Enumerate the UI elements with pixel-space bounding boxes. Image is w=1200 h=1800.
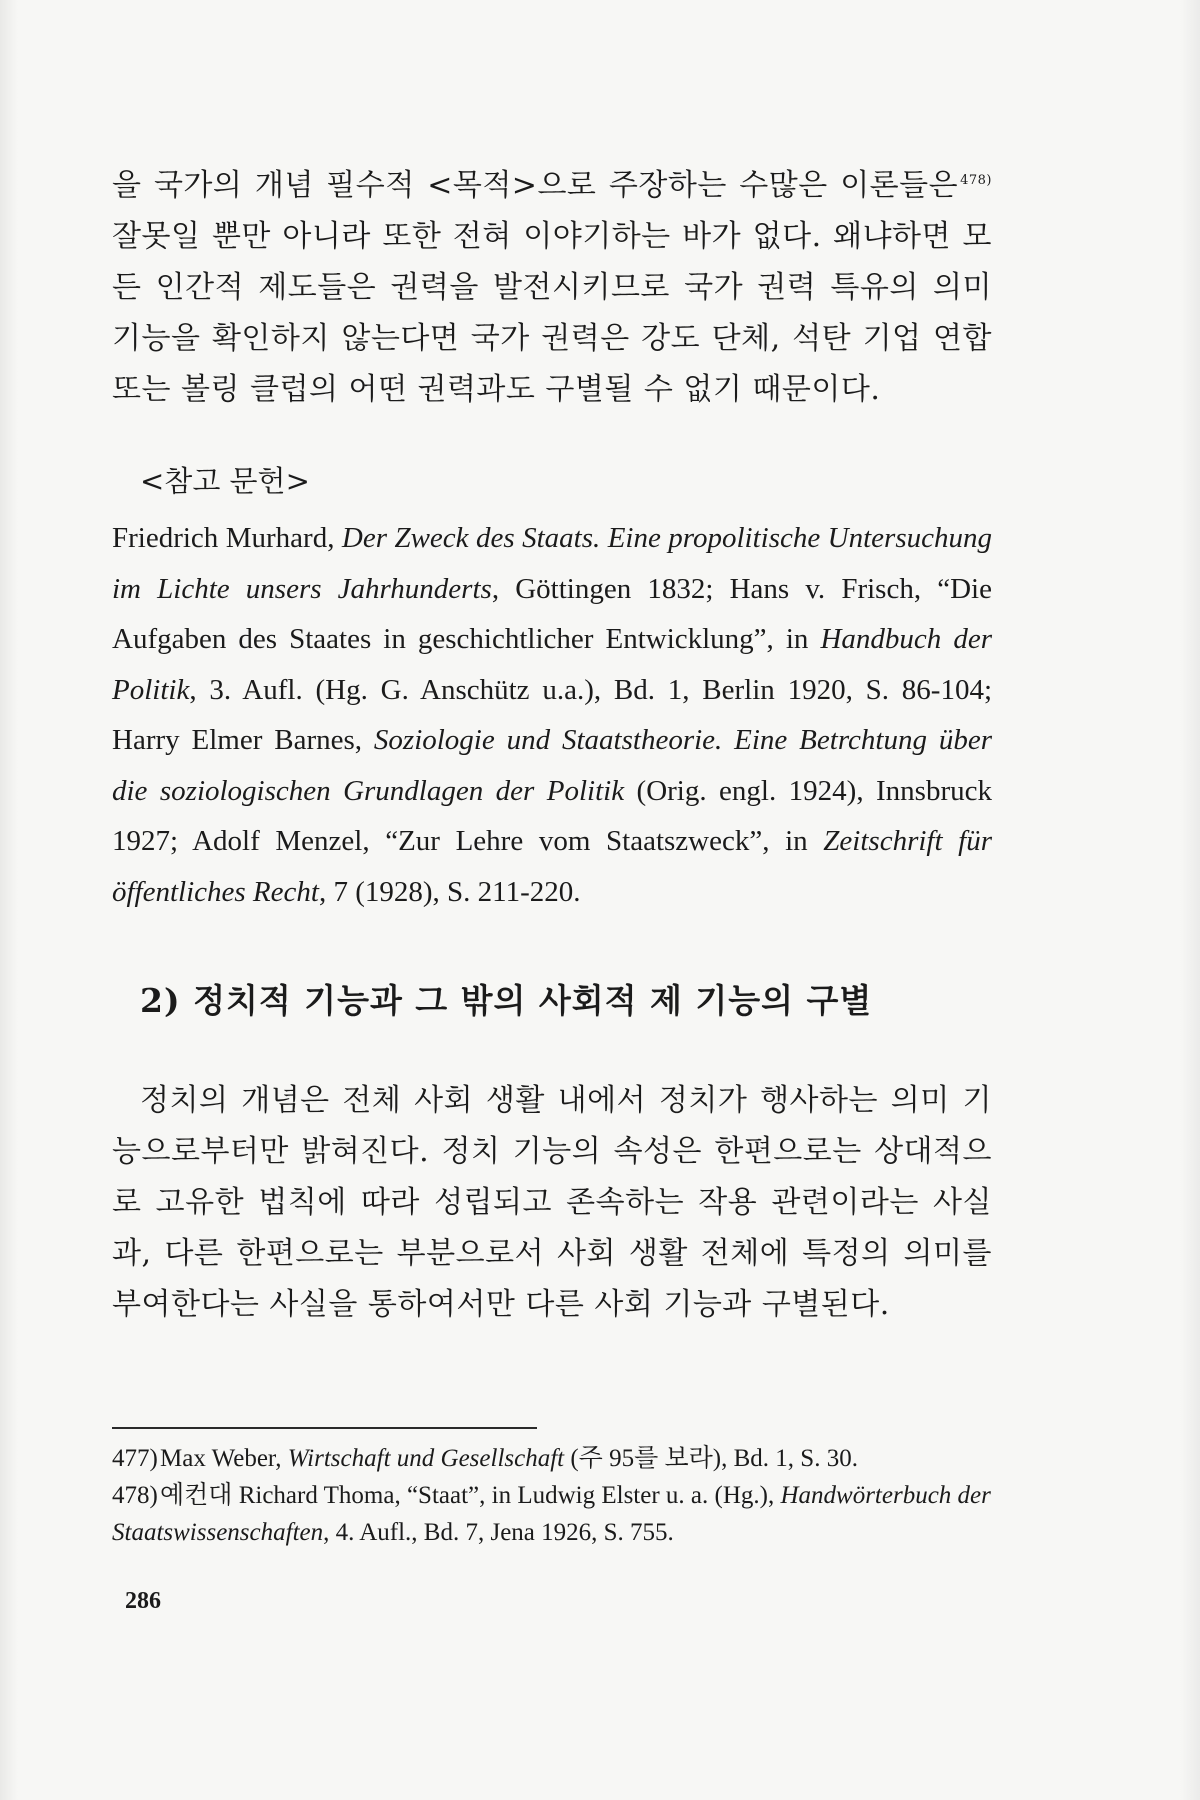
ref-title-barnes: Soziologie und Staatstheorie. Eine Betrchtung über die soziologischen Grundlagen der Politik <box>112 724 993 807</box>
page-number: 286 <box>125 1588 161 1614</box>
ref-title-murhard: Der Zweck des Staats. Eine propolitische Untersuchung im Lichte unsers Jahrhunderts <box>112 522 992 605</box>
references-body <box>112 513 992 917</box>
main-text <box>112 160 992 1330</box>
paragraph-1 <box>112 160 992 415</box>
ref-text-4: (Orig. engl. 1924), Innsbruck 1927; Adolf Menzel, “Zur Lehre vom Staatszweck”, in <box>112 774 992 857</box>
footnote-title: Handwörterbuch der Staatswissenschaften <box>112 1482 991 1546</box>
references-heading: <참고 문헌> <box>140 464 310 498</box>
footnote-text: (주 95를 보라), Bd. 1, S. 30. <box>564 1445 858 1472</box>
ref-text-3: , 3. Aufl. (Hg. G. Anschütz u.a.), Bd. 1, Berlin 1920, S. 86-104; Harry Elmer Barnes, <box>112 673 992 756</box>
footnote-number: 478) <box>112 1482 158 1509</box>
footnote-number: 477) <box>112 1445 158 1472</box>
footnote-ref-478[interactable]: 478) <box>960 173 992 188</box>
ref-text-1: Friedrich Murhard, <box>112 522 342 554</box>
section-title: 2) 정치적 기능과 그 밖의 사회적 제 기능의 구별 <box>140 981 873 1020</box>
ref-title-zeitschrift: Zeitschrift für öffentliches Recht <box>112 825 992 908</box>
section-paragraph <box>112 1075 992 1330</box>
footnote-text: 예컨대 Richard Thoma, “Staat”, in Ludwig Elster u. a. (Hg.), <box>160 1482 781 1509</box>
footnote-478 <box>112 1477 992 1551</box>
footnote-title: Wirtschaft und Gesellschaft <box>287 1445 565 1472</box>
paragraph-1-rest: 잘못일 뿐만 아니라 또한 전혀 이야기하는 바가 없다. 왜냐하면 모든 인간적 제도들은 권력을 발전시키므로 국가 권력 특유의 의미 기능을 확인하지 않는다면 국가 권력은 강도 단체, 석탄 기업 연합 또는 볼링 클럽의 어떤 권력과도 구별될 수 없기 때문이다. <box>112 219 992 407</box>
ref-text-2: , Göttingen 1832; Hans v. Frisch, “Die Aufgaben des Staates in geschichtlicher Entwicklung”, in <box>112 572 992 655</box>
footnotes <box>112 1440 992 1551</box>
footnote-text: , 4. Aufl., Bd. 7, Jena 1926, S. 755. <box>323 1519 674 1546</box>
paragraph-1-line-1: 을 국가의 개념 필수적 <목적>으로 주장하는 수많은 이론들은 <box>112 168 959 203</box>
footnote-477 <box>112 1440 992 1477</box>
ref-title-handbuch: Handbuch der Politik <box>112 623 992 706</box>
ref-text-5: , 7 (1928), S. 211-220. <box>318 875 581 908</box>
footnote-text: Max Weber, <box>160 1445 288 1472</box>
section-paragraph-text: 정치의 개념은 전체 사회 생활 내에서 정치가 행사하는 의미 기능으로부터만 밝혀진다. 정치 기능의 속성은 한편으로는 상대적으로 고유한 법칙에 따라 성립되고 존속하는 작용 관련이라는 사실과, 다른 한편으로는 부분으로서 사회 생활 전체에 특정의 의미를 부여한다는 사실을 통하여서만 다른 사회 기능과 구별된다. <box>112 1083 992 1322</box>
footnote-divider <box>112 1427 537 1429</box>
